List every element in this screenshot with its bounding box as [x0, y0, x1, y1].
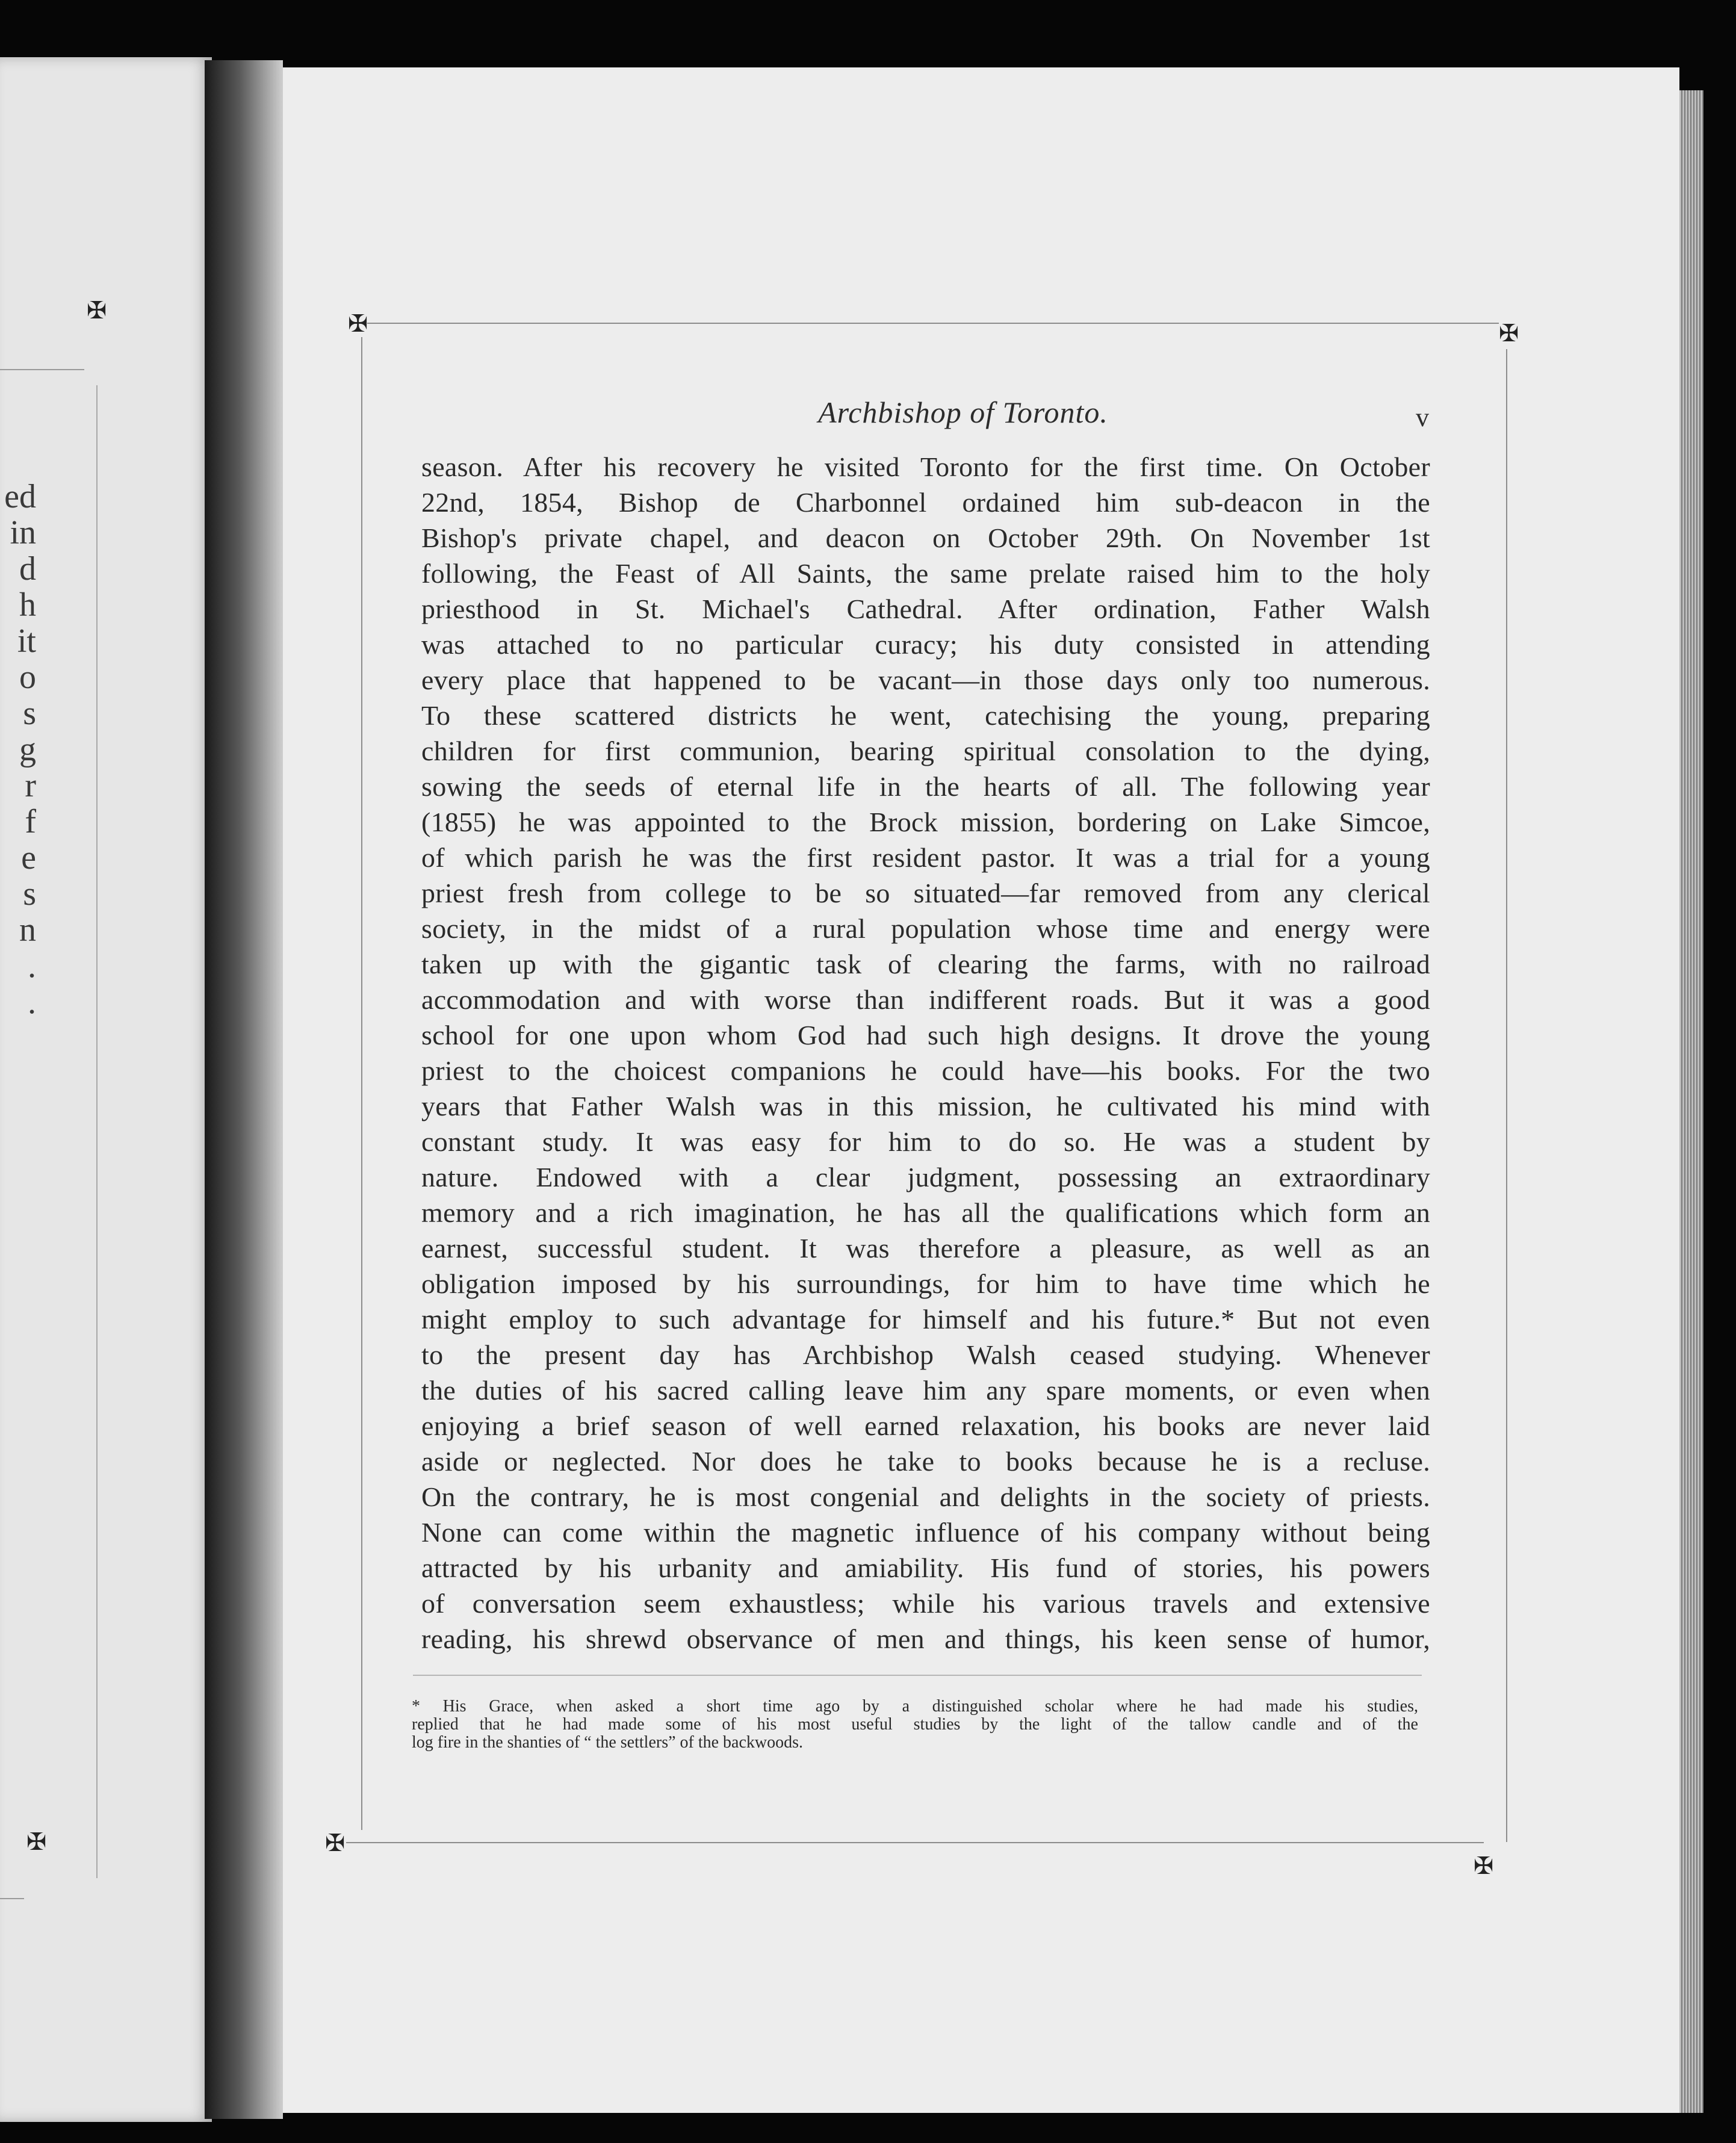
cut-letter: n [19, 911, 36, 949]
footnote-line: log fire in the shanties of “ the settlers” of the backwoods. [412, 1734, 804, 1752]
text-line: memory and a rich imagination, he has all the qualifications which form an [421, 1197, 1430, 1228]
text-line: priesthood in St. Michael's Cathedral. After ordination, Father Walsh [421, 594, 1430, 624]
footnote-line: * His Grace, when asked a short time ago by a distinguished scholar where he had made his studies, [412, 1698, 1418, 1716]
cross-ornament-icon: ✠ [325, 1829, 346, 1857]
body-text [421, 449, 1430, 1657]
text-line: priest to the choicest companions he could have—his books. For the two [421, 1055, 1430, 1086]
cross-ornament-icon: ✠ [1499, 320, 1519, 347]
frame-left-rule [361, 337, 362, 1830]
text-line: society, in the midst of a rural population whose time and energy were [421, 913, 1430, 944]
text-line: None can come within the magnetic influence of his company without being [421, 1517, 1430, 1548]
cut-letter: ed [4, 478, 36, 515]
cut-letter: h [19, 586, 36, 624]
cut-letter: s [23, 695, 36, 732]
text-line: of conversation seem exhaustless; while his various travels and extensive [421, 1588, 1430, 1619]
cut-letter: s [23, 875, 36, 913]
text-line: to the present day has Archbishop Walsh ceased studying. Whenever [421, 1339, 1430, 1370]
text-line: reading, his shrewd observance of men and things, his keen sense of humor, [421, 1624, 1430, 1654]
cross-ornament-icon: ✠ [87, 297, 107, 324]
cut-letter: f [25, 803, 36, 840]
text-line: years that Father Walsh was in this mission, he cultivated his mind with [421, 1091, 1430, 1121]
text-line: 22nd, 1854, Bishop de Charbonnel ordained him sub-deacon in the [421, 487, 1430, 518]
text-line: sowing the seeds of eternal life in the hearts of all. The following year [421, 771, 1430, 802]
left-page-cut-text [0, 479, 36, 1020]
text-line: school for one upon whom God had such high designs. It drove the young [421, 1020, 1430, 1050]
text-line: On the contrary, he is most congenial and delights in the society of priests. [421, 1481, 1430, 1512]
cut-letter: it [17, 622, 36, 660]
cut-letter: in [10, 514, 36, 551]
text-line: constant study. It was easy for him to do so. He was a student by [421, 1126, 1430, 1157]
book-gutter [205, 60, 283, 2119]
text-line: To these scattered districts he went, catechising the young, preparing [421, 700, 1430, 731]
text-line: accommodation and with worse than indifferent roads. But it was a good [421, 984, 1430, 1015]
text-line: might employ to such advantage for himself and his future.* But not even [421, 1304, 1430, 1335]
text-line: aside or neglected. Nor does he take to books because he is a recluse. [421, 1446, 1430, 1477]
text-line: nature. Endowed with a clear judgment, possessing an extraordinary [421, 1162, 1430, 1192]
text-line: (1855) he was appointed to the Brock mission, bordering on Lake Simcoe, [421, 807, 1430, 837]
cross-ornament-icon: ✠ [26, 1828, 47, 1856]
cut-letter: g [19, 731, 36, 768]
text-line: priest fresh from college to be so situated—far removed from any clerical [421, 878, 1430, 908]
cut-letter: e [21, 839, 36, 876]
left-frame-rule [96, 385, 98, 1878]
page-edge [1679, 90, 1703, 2113]
text-line: following, the Feast of All Saints, the same prelate raised him to the holy [421, 558, 1430, 589]
text-line: Bishop's private chapel, and deacon on October 29th. On November 1st [421, 523, 1430, 553]
text-line: was attached to no particular curacy; his duty consisted in attending [421, 629, 1430, 660]
footnote [412, 1698, 1418, 1752]
frame-right-rule [1506, 349, 1507, 1842]
cut-letter: d [19, 550, 36, 588]
text-line: earnest, successful student. It was therefore a pleasure, as well as an [421, 1233, 1430, 1264]
text-line: enjoying a brief season of well earned relaxation, his books are never laid [421, 1410, 1430, 1441]
footnote-line: replied that he had made some of his most useful studies by the light of the tallow candle and of the [412, 1716, 1418, 1734]
text-line: of which parish he was the first resident pastor. It was a trial for a young [421, 842, 1430, 873]
left-frame-bottom-rule [0, 1898, 24, 1899]
left-frame-top-rule [0, 369, 84, 370]
cross-ornament-icon: ✠ [348, 310, 368, 338]
page-number: v [1416, 403, 1429, 432]
text-line: children for first communion, bearing spiritual consolation to the dying, [421, 736, 1430, 766]
frame-top-rule [367, 323, 1499, 324]
text-line: attracted by his urbanity and amiability. His fund of stories, his powers [421, 1552, 1430, 1583]
cross-ornament-icon: ✠ [1474, 1852, 1494, 1880]
text-line: the duties of his sacred calling leave him any spare moments, or even when [421, 1375, 1430, 1406]
text-line: taken up with the gigantic task of clearing the farms, with no railroad [421, 949, 1430, 979]
cut-letter: . [28, 984, 36, 1021]
running-header: Archbishop of Toronto. [818, 395, 1108, 429]
footnote-rule [413, 1675, 1422, 1676]
text-line: every place that happened to be vacant—in those days only too numerous. [421, 665, 1430, 695]
text-line: obligation imposed by his surroundings, for him to have time which he [421, 1268, 1430, 1299]
text-line: season. After his recovery he visited Toronto for the first time. On October [421, 451, 1430, 482]
cut-letter: r [25, 767, 36, 804]
cut-letter: . [28, 947, 36, 985]
frame-bottom-rule [346, 1842, 1484, 1843]
left-page [0, 57, 212, 2122]
cut-letter: o [19, 659, 36, 696]
